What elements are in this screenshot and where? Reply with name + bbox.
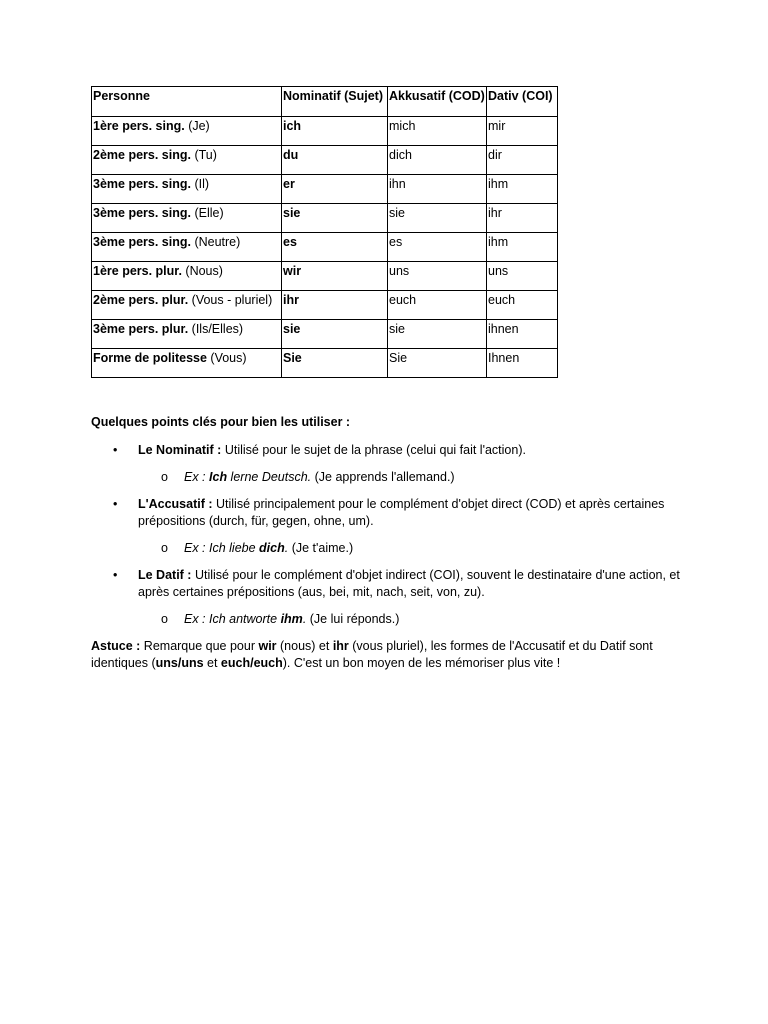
akkusatif-cell: ihn [388, 175, 487, 204]
dativ-cell: euch [487, 291, 558, 320]
dativ-cell: uns [487, 262, 558, 291]
header-cell-dativ: Dativ (COI) [487, 87, 558, 117]
dativ-cell: ihm [487, 175, 558, 204]
header-cell-nominatif: Nominatif (Sujet) [282, 87, 388, 117]
table-row [92, 146, 558, 175]
nominatif-cell: du [282, 146, 388, 175]
nominatif-cell: es [282, 233, 388, 262]
dativ-cell: ihr [487, 204, 558, 233]
dativ-cell: ihm [487, 233, 558, 262]
nominatif-cell: sie [282, 204, 388, 233]
nominatif-cell: sie [282, 320, 388, 349]
akkusatif-cell: es [388, 233, 487, 262]
nominatif-cell: er [282, 175, 388, 204]
bullet-icon: • [113, 497, 118, 511]
akkusatif-cell: mich [388, 117, 487, 146]
table-row [92, 262, 558, 291]
akkusatif-cell: euch [388, 291, 487, 320]
nominatif-cell: wir [282, 262, 388, 291]
table-row [92, 175, 558, 204]
akkusatif-cell: uns [388, 262, 487, 291]
akkusatif-cell: sie [388, 320, 487, 349]
person-cell: 2ème pers. sing. (Tu) [92, 146, 282, 175]
bullet-icon: • [113, 443, 118, 457]
person-cell: 3ème pers. plur. (Ils/Elles) [92, 320, 282, 349]
nominatif-cell: Sie [282, 349, 388, 378]
dativ-cell: ihnen [487, 320, 558, 349]
dativ-cell: dir [487, 146, 558, 175]
pronoun-table [91, 86, 558, 378]
nominatif-cell: ihr [282, 291, 388, 320]
nominatif-cell: ich [282, 117, 388, 146]
table-row [92, 349, 558, 378]
tip-paragraph: Astuce : Remarque que pour wir (nous) et ihr (vous pluriel), les formes de l'Accusatif et du Datif sont identiques (uns/uns et euch/euch). C'est un bon moyen de les mémoriser plus vite ! [91, 639, 653, 670]
person-cell: 2ème pers. plur. (Vous - pluriel) [92, 291, 282, 320]
dativ-cell: mir [487, 117, 558, 146]
example-datif: o Ex : Ich antworte ihm. (Je lui réponds.) [161, 612, 400, 626]
header-cell-akkusatif: Akkusatif (COD) [388, 87, 487, 117]
usage-notes [91, 414, 691, 672]
akkusatif-cell: sie [388, 204, 487, 233]
section-heading: Quelques points clés pour bien les utiliser : [91, 415, 351, 429]
table-row [92, 204, 558, 233]
example-nominatif: o Ex : Ich lerne Deutsch. (Je apprends l'allemand.) [161, 470, 455, 484]
bullet-datif: • Le Datif : Utilisé pour le complément d'objet indirect (COI), souvent le destinataire d'une action, et après certaines prépositions (aus, bei, mit, nach, seit, von, zu). [113, 568, 680, 599]
example-accusatif: o Ex : Ich liebe dich. (Je t'aime.) [161, 541, 354, 555]
bullet-accusatif: • L'Accusatif : Utilisé principalement pour le complément d'objet direct (COD) et après certaines prépositions (durch, für, gegen, ohne, um). [113, 497, 665, 528]
table-header-row [92, 87, 558, 117]
sub-bullet-icon: o [161, 541, 168, 555]
header-cell-personne: Personne [92, 87, 282, 117]
table-row [92, 320, 558, 349]
bullet-icon: • [113, 568, 118, 582]
sub-bullet-icon: o [161, 470, 168, 484]
akkusatif-cell: Sie [388, 349, 487, 378]
table-row [92, 117, 558, 146]
person-cell: 3ème pers. sing. (Neutre) [92, 233, 282, 262]
person-cell: 3ème pers. sing. (Elle) [92, 204, 282, 233]
person-cell: Forme de politesse (Vous) [92, 349, 282, 378]
table-row [92, 233, 558, 262]
person-cell: 1ère pers. sing. (Je) [92, 117, 282, 146]
dativ-cell: Ihnen [487, 349, 558, 378]
table-row [92, 291, 558, 320]
akkusatif-cell: dich [388, 146, 487, 175]
person-cell: 3ème pers. sing. (Il) [92, 175, 282, 204]
bullet-nominatif: • Le Nominatif : Utilisé pour le sujet de la phrase (celui qui fait l'action). [113, 443, 526, 457]
sub-bullet-icon: o [161, 612, 168, 626]
person-cell: 1ère pers. plur. (Nous) [92, 262, 282, 291]
